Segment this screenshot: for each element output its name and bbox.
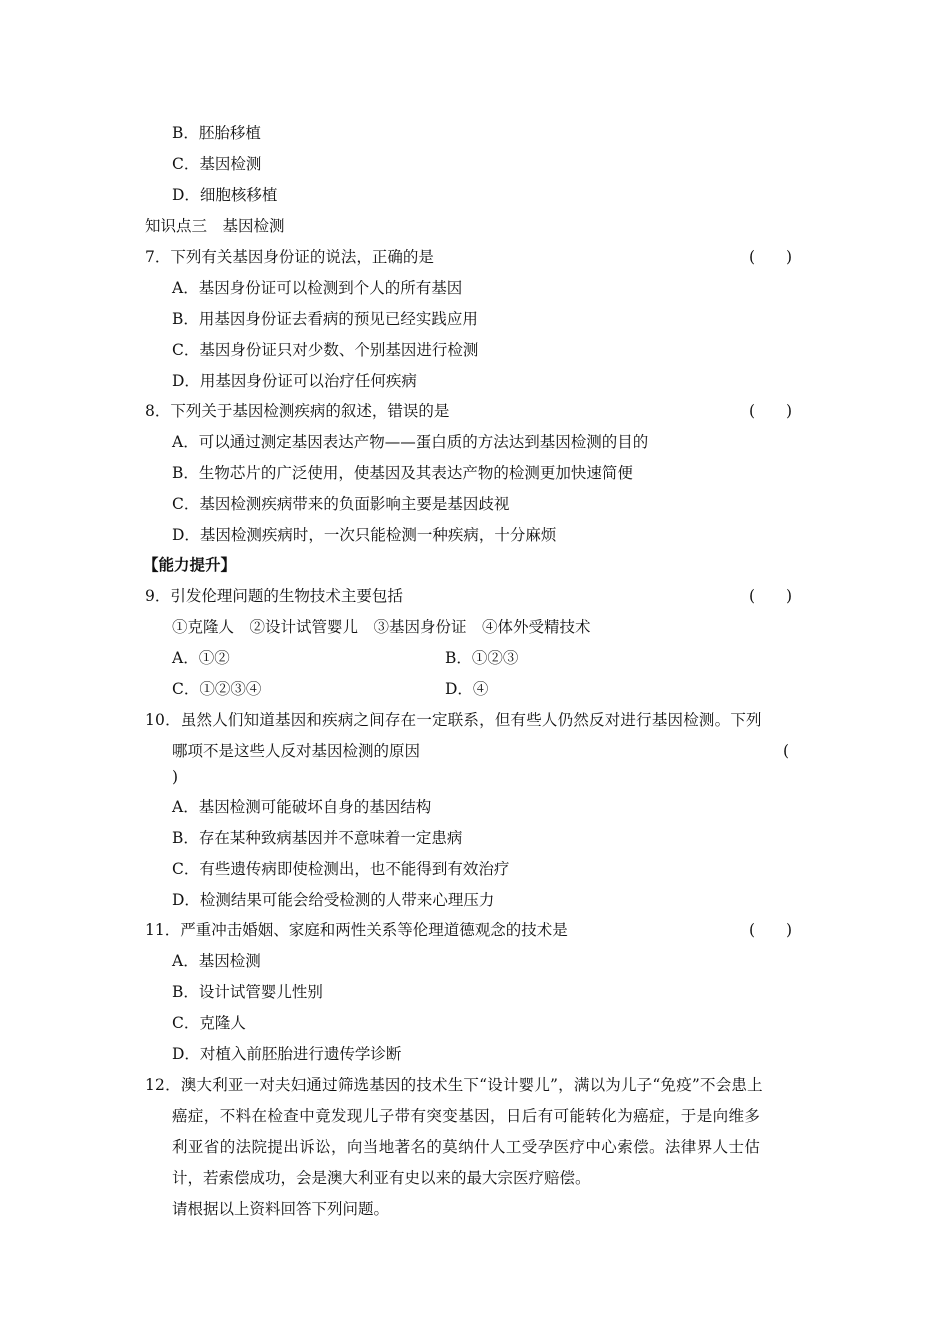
q8-option-d: D．基因检测疾病时，一次只能检测一种疾病，十分麻烦	[172, 526, 557, 544]
q9-option-b: B．①②③	[445, 649, 519, 667]
q11-stem: 11．严重冲击婚姻、家庭和两性关系等伦理道德观念的技术是	[145, 921, 568, 939]
q8-stem: 8．下列关于基因检测疾病的叙述，错误的是	[145, 402, 450, 420]
q7-answer-paren: ( )	[749, 248, 793, 266]
section-title-ability: 【能力提升】	[143, 555, 237, 574]
q12-line5: 请根据以上资料回答下列问题。	[172, 1200, 390, 1218]
q11-option-d: D．对植入前胚胎进行遗传学诊断	[172, 1045, 402, 1063]
q6-option-b: B．胚胎移植	[172, 124, 261, 142]
q12-line1: 12．澳大利亚一对夫妇通过筛选基因的技术生下“设计婴儿”，满以为儿子“免疫”不会患上	[145, 1076, 763, 1094]
q6-option-c: C．基因检测	[172, 155, 262, 173]
q11-option-b: B．设计试管婴儿性别	[172, 983, 323, 1001]
q10-option-a: A．基因检测可能破坏自身的基因结构	[172, 798, 432, 816]
q11-answer-paren: ( )	[749, 921, 793, 939]
q9-items: ①克隆人 ②设计试管婴儿 ③基因身份证 ④体外受精技术	[172, 618, 591, 636]
q8-option-b: B．生物芯片的广泛使用，使基因及其表达产物的检测更加快速简便	[172, 464, 633, 482]
q11-option-a: A．基因检测	[172, 952, 261, 970]
q6-option-d: D．细胞核移植	[172, 186, 278, 204]
q9-answer-paren: ( )	[749, 587, 793, 605]
q9-stem: 9．引发伦理问题的生物技术主要包括	[145, 587, 403, 605]
q10-stem-line2: 哪项不是这些人反对基因检测的原因	[172, 742, 421, 760]
q12-line2: 癌症，不料在检查中竟发现儿子带有突变基因，日后有可能转化为癌症，于是向维多	[172, 1107, 761, 1125]
q7-option-a: A．基因身份证可以检测到个人的所有基因	[172, 279, 463, 297]
q9-option-a: A．①②	[172, 649, 230, 667]
q10-answer-paren-open: (	[783, 742, 790, 760]
q7-option-b: B．用基因身份证去看病的预见已经实践应用	[172, 310, 478, 328]
q7-stem: 7．下列有关基因身份证的说法，正确的是	[145, 248, 434, 266]
q10-option-c: C．有些遗传病即使检测出，也不能得到有效治疗	[172, 860, 510, 878]
q8-answer-paren: ( )	[749, 402, 793, 420]
q9-option-c: C．①②③④	[172, 680, 262, 698]
q10-stem-line1: 10．虽然人们知道基因和疾病之间存在一定联系，但有些人仍然反对进行基因检测。下列	[145, 711, 762, 729]
q9-option-d: D．④	[445, 680, 489, 698]
q10-answer-paren-close: )	[172, 768, 179, 786]
section-title-gene-testing: 知识点三 基因检测	[145, 217, 285, 235]
q12-line4: 计，若索偿成功，会是澳大利亚有史以来的最大宗医疗赔偿。	[172, 1169, 591, 1187]
q10-option-b: B．存在某种致病基因并不意味着一定患病	[172, 829, 463, 847]
q7-option-c: C．基因身份证只对少数、个别基因进行检测	[172, 341, 479, 359]
q11-option-c: C．克隆人	[172, 1014, 246, 1032]
q7-option-d: D．用基因身份证可以治疗任何疾病	[172, 372, 417, 390]
q8-option-c: C．基因检测疾病带来的负面影响主要是基因歧视	[172, 495, 510, 513]
q12-line3: 利亚省的法院提出诉讼，向当地著名的莫纳什人工受孕医疗中心索偿。法律界人士估	[172, 1138, 761, 1156]
q10-option-d: D．检测结果可能会给受检测的人带来心理压力	[172, 891, 495, 909]
q8-option-a: A．可以通过测定基因表达产物——蛋白质的方法达到基因检测的目的	[172, 433, 649, 451]
